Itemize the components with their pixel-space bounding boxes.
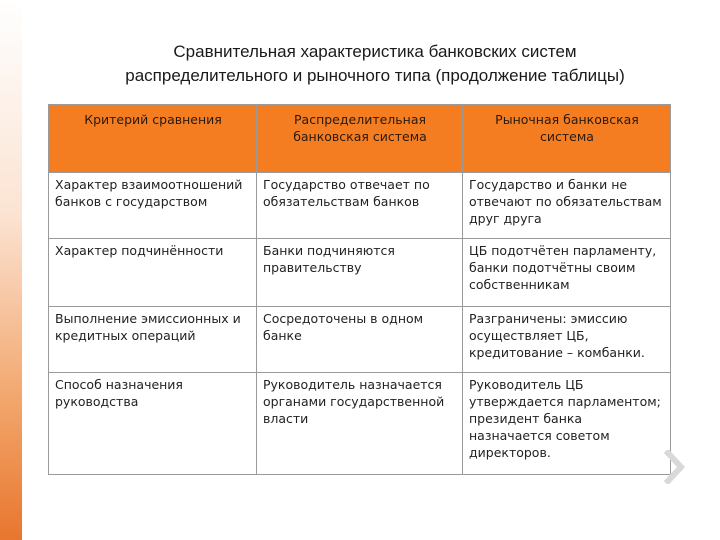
table-cell-criterion: Выполнение эмиссионных и кредитных операций (49, 307, 257, 373)
table-cell-criterion: Характер подчинённости (49, 239, 257, 307)
table-row (49, 173, 671, 239)
table-header-row (49, 105, 671, 173)
header-distributive-system: Распределительная банковская система (257, 105, 463, 173)
table-row (49, 373, 671, 475)
slide-title (60, 40, 690, 88)
comparison-table (48, 104, 671, 475)
table-cell-distributive: Государство отвечает по обязательствам банков (257, 173, 463, 239)
table-cell-criterion: Способ назначения руководства (49, 373, 257, 475)
chevron-right-icon[interactable] (664, 450, 686, 484)
table-cell-market: Разграничены: эмиссию осуществляет ЦБ, кредитование – комбанки. (463, 307, 671, 373)
header-criterion: Критерий сравнения (49, 105, 257, 173)
table-row (49, 239, 671, 307)
table-cell-market: ЦБ подотчётен парламенту, банки подотчётны своим собственникам (463, 239, 671, 307)
table-cell-distributive: Руководитель назначается органами государственной власти (257, 373, 463, 475)
table-cell-market: Государство и банки не отвечают по обязательствам друг друга (463, 173, 671, 239)
table-cell-market: Руководитель ЦБ утверждается парламентом; президент банка назначается советом директоров. (463, 373, 671, 475)
header-market-system: Рыночная банковская система (463, 105, 671, 173)
slide-title-line-1: Сравнительная характеристика банковских систем (173, 42, 577, 61)
table-cell-distributive: Сосредоточены в одном банке (257, 307, 463, 373)
table-cell-criterion: Характер взаимоотношений банков с государством (49, 173, 257, 239)
decorative-side-bar (0, 0, 22, 540)
table-cell-distributive: Банки подчиняются правительству (257, 239, 463, 307)
slide-title-line-2: распределительного и рыночного типа (продолжение таблицы) (125, 66, 625, 85)
table-row (49, 307, 671, 373)
